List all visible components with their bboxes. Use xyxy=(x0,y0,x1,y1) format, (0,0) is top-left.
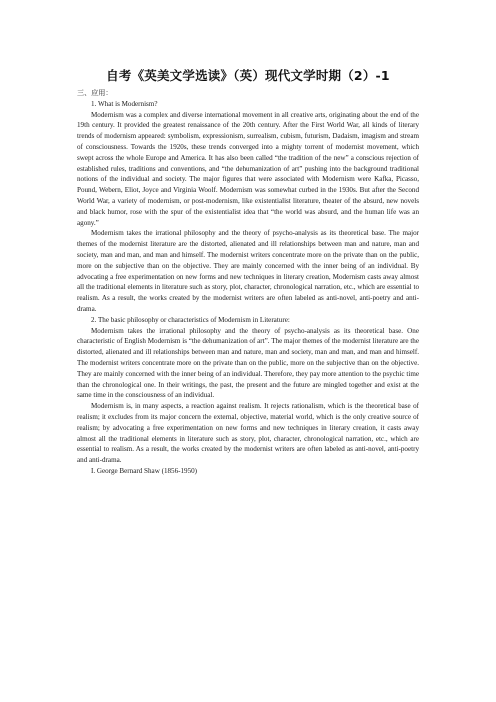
paragraph-4: Modernism is, in many aspects, a reaction against realism. It rejects rationalism, which is the theoretical base of realism; it excludes from its major concern the external, objective, material world, which is the only creative source of realism; by advocating a free experimentation on new forms and new techniques in literary creation, it casts away almost all the traditional elements in literature such as story, plot, character, chronological narration, etc., which are essential to realism. As a result, the works created by the modernist writers are often labeled as anti-novel, anti-poetry and anti-drama. xyxy=(77,402,419,465)
paragraph-2: Modernism takes the irrational philosophy and the theory of psycho-analysis as its theoretical base. The major themes of the modernist literature are the distorted, alienated and ill relationships between man and nature, man and society, man and man, and man and himself. The modernist writers concentrate more on the private than on the public, more on the subjective than on the objective. They are mainly concerned with the inner being of an individual. By advocating a free experimentation on new forms and new techniques in literary creation, Modernism casts away almost all the traditional elements in literature such as story, plot, character, chronological narration, etc., which are essential to realism. As a result, the works created by the modernist writers are often labeled as anti-novel, anti-poetry and anti-drama. xyxy=(77,229,419,313)
page-title: 自考《英美文学选读》（英）现代文学时期（2）-1 xyxy=(106,68,390,83)
paragraph-3: Modernism takes the irrational philosophy and the theory of psycho-analysis as its theoretical base. One characteristic of English Modernism is “the dehumanization of art”. The major themes of the modernist literature are the distorted, alienated and ill relationships between man and nature, man and society, man and man, and man and himself. The modernist writers concentrate more on the private than on the public, more on the subjective than on the objective. They are mainly concerned with the inner being of an individual. Therefore, they pay more attention to the psychic time than the chronological one. In their writings, the past, the present and the future are mingled together and exist at the same time in the consciousness of an individual. xyxy=(77,326,419,400)
section-label: 三、应用： xyxy=(77,89,113,97)
paragraph-1: Modernism was a complex and diverse international movement in all creative arts, originating about the end of the 19th century. It provided the greatest renaissance of the 20th century. After the First World War, all kinds of literary trends of modernism appeared: symbolism, expressionism, surrealism, cubism, futurism, Dadaism, imagism and stream of consciousness. Towards the 1920s, these trends converged into a mighty torrent of modernist movement, which swept across the whole Europe and America. It has also been called “the tradition of the new” a conscious rejection of established rules, traditions and conventions, and “the dehumanization of art” pushing into the background traditional notions of the individual and society. The major figures that were associated with Modernism were Kafka, Picasso, Pound, Webern, Eliot, Joyce and Virginia Woolf. Modernism was somewhat curbed in the 1930s. But after the Second World War, a variety of modernism, or post-modernism, like existentialist literature, theater of the absurd, new novels and black humor, rose with the spur of the existentialist idea that “the world was absurd, and the human life was an agony.” xyxy=(77,110,419,227)
question-1: 1. What is Modernism? xyxy=(91,99,158,108)
section-heading: I. George Bernard Shaw (1856-1950) xyxy=(91,466,198,475)
question-2: 2. The basic philosophy or characteristics of Modernism in Literature: xyxy=(91,315,290,324)
document-body xyxy=(77,88,419,477)
